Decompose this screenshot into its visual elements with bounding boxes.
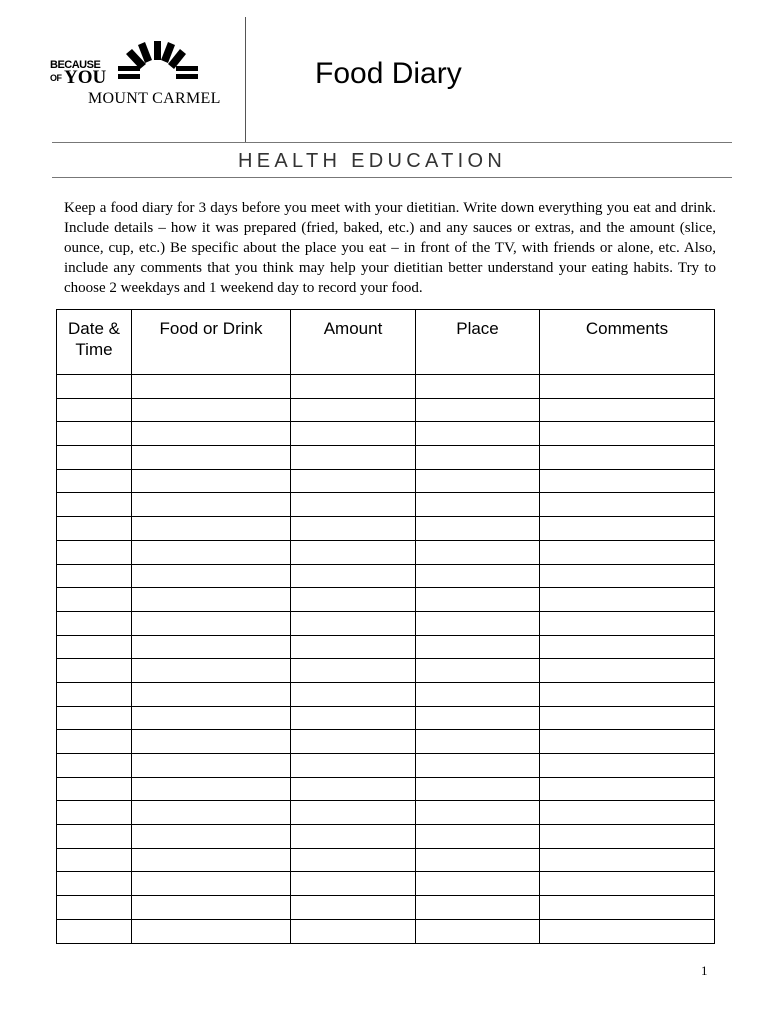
table-cell[interactable] [416, 493, 540, 517]
table-cell[interactable] [57, 422, 132, 446]
table-cell[interactable] [291, 588, 416, 612]
table-cell[interactable] [291, 659, 416, 683]
table-cell[interactable] [57, 375, 132, 399]
table-row [57, 635, 715, 659]
table-cell[interactable] [540, 469, 715, 493]
logo-you-text: YOU [64, 67, 107, 88]
table-cell[interactable] [57, 754, 132, 778]
table-cell[interactable] [291, 611, 416, 635]
table-row [57, 540, 715, 564]
table-row [57, 825, 715, 849]
table-cell[interactable] [291, 848, 416, 872]
table-cell[interactable] [540, 635, 715, 659]
table-cell[interactable] [291, 422, 416, 446]
table-cell[interactable] [540, 540, 715, 564]
table-row [57, 398, 715, 422]
table-cell[interactable] [132, 446, 291, 470]
table-cell[interactable] [291, 446, 416, 470]
table-cell[interactable] [416, 611, 540, 635]
table-cell[interactable] [416, 469, 540, 493]
table-cell[interactable] [57, 635, 132, 659]
table-cell[interactable] [540, 872, 715, 896]
logo-of-text: OF [50, 73, 62, 83]
table-cell[interactable] [540, 706, 715, 730]
table-cell[interactable] [416, 375, 540, 399]
table-cell[interactable] [132, 706, 291, 730]
table-cell[interactable] [57, 588, 132, 612]
table-row [57, 493, 715, 517]
table-row [57, 517, 715, 541]
table-cell[interactable] [132, 659, 291, 683]
table-cell[interactable] [291, 564, 416, 588]
table-cell[interactable] [540, 801, 715, 825]
logo-because-text: BECAUSE [50, 59, 101, 71]
table-row [57, 706, 715, 730]
page-number: 1 [701, 963, 708, 978]
table-row [57, 896, 715, 920]
table-cell[interactable] [540, 375, 715, 399]
table-cell[interactable] [132, 611, 291, 635]
table-cell[interactable] [57, 801, 132, 825]
table-cell[interactable] [132, 469, 291, 493]
table-cell[interactable] [416, 825, 540, 849]
column-header-food-or-drink: Food or Drink [132, 310, 291, 375]
table-cell[interactable] [416, 398, 540, 422]
table-row [57, 754, 715, 778]
table-cell[interactable] [57, 706, 132, 730]
table-cell[interactable] [540, 825, 715, 849]
table-cell[interactable] [57, 848, 132, 872]
table-cell[interactable] [416, 682, 540, 706]
table-cell[interactable] [57, 611, 132, 635]
arch-logo-icon [118, 40, 202, 84]
table-cell[interactable] [291, 919, 416, 943]
table-cell[interactable] [57, 896, 132, 920]
table-cell[interactable] [540, 517, 715, 541]
table-cell[interactable] [291, 375, 416, 399]
table-cell[interactable] [132, 730, 291, 754]
table-cell[interactable] [416, 659, 540, 683]
table-row [57, 872, 715, 896]
table-cell[interactable] [540, 754, 715, 778]
table-cell[interactable] [416, 422, 540, 446]
table-cell[interactable] [57, 398, 132, 422]
table-cell[interactable] [540, 848, 715, 872]
mount-carmel-logo [50, 38, 240, 118]
table-cell[interactable] [57, 493, 132, 517]
table-row [57, 919, 715, 943]
table-row [57, 564, 715, 588]
table-cell[interactable] [132, 919, 291, 943]
section-rule-bottom [52, 177, 732, 178]
table-cell[interactable] [132, 564, 291, 588]
table-row [57, 659, 715, 683]
table-cell[interactable] [291, 730, 416, 754]
table-cell[interactable] [57, 564, 132, 588]
table-cell[interactable] [416, 777, 540, 801]
table-cell[interactable] [291, 896, 416, 920]
table-cell[interactable] [57, 517, 132, 541]
table-cell[interactable] [540, 659, 715, 683]
table-row [57, 777, 715, 801]
table-cell[interactable] [132, 493, 291, 517]
table-row [57, 682, 715, 706]
table-cell[interactable] [132, 848, 291, 872]
table-cell[interactable] [132, 588, 291, 612]
table-header-row [57, 310, 715, 375]
table-cell[interactable] [57, 682, 132, 706]
table-cell[interactable] [416, 848, 540, 872]
table-cell[interactable] [291, 682, 416, 706]
table-row [57, 848, 715, 872]
table-row [57, 469, 715, 493]
table-cell[interactable] [291, 635, 416, 659]
table-cell[interactable] [291, 706, 416, 730]
column-header-amount: Amount [291, 310, 416, 375]
table-cell[interactable] [132, 540, 291, 564]
table-cell[interactable] [57, 659, 132, 683]
table-cell[interactable] [416, 564, 540, 588]
table-cell[interactable] [416, 517, 540, 541]
table-cell[interactable] [540, 588, 715, 612]
table-cell[interactable] [291, 517, 416, 541]
table-cell[interactable] [57, 919, 132, 943]
table-cell[interactable] [57, 825, 132, 849]
table-cell[interactable] [416, 919, 540, 943]
page-title: Food Diary [315, 57, 462, 90]
table-cell[interactable] [540, 919, 715, 943]
table-cell[interactable] [416, 801, 540, 825]
table-cell[interactable] [132, 801, 291, 825]
table-cell[interactable] [291, 825, 416, 849]
table-cell[interactable] [291, 777, 416, 801]
column-header-date-time [57, 310, 132, 375]
table-cell[interactable] [540, 493, 715, 517]
table-body [57, 375, 715, 944]
column-header-place: Place [416, 310, 540, 375]
table-cell[interactable] [291, 754, 416, 778]
table-cell[interactable] [57, 540, 132, 564]
table-row [57, 422, 715, 446]
table-cell[interactable] [57, 446, 132, 470]
table-cell[interactable] [540, 446, 715, 470]
table-cell[interactable] [416, 872, 540, 896]
table-cell[interactable] [540, 422, 715, 446]
table-cell[interactable] [416, 896, 540, 920]
table-row [57, 375, 715, 399]
table-cell[interactable] [416, 730, 540, 754]
table-cell[interactable] [540, 730, 715, 754]
table-cell[interactable] [291, 469, 416, 493]
table-cell[interactable] [132, 896, 291, 920]
table-row [57, 801, 715, 825]
table-cell[interactable] [132, 635, 291, 659]
table-cell[interactable] [132, 777, 291, 801]
table-cell[interactable] [540, 896, 715, 920]
table-cell[interactable] [540, 398, 715, 422]
table-cell[interactable] [132, 825, 291, 849]
table-cell[interactable] [540, 564, 715, 588]
column-header-comments: Comments [540, 310, 715, 375]
table-cell[interactable] [540, 777, 715, 801]
table-cell[interactable] [132, 398, 291, 422]
table-cell[interactable] [132, 872, 291, 896]
table-cell[interactable] [416, 540, 540, 564]
table-cell[interactable] [416, 446, 540, 470]
table-cell[interactable] [132, 375, 291, 399]
logo-org-text: MOUNT CARMEL [88, 90, 221, 107]
table-cell[interactable] [57, 730, 132, 754]
food-diary-table [56, 309, 715, 944]
table-cell[interactable] [132, 682, 291, 706]
table-cell[interactable] [416, 754, 540, 778]
table-cell[interactable] [132, 517, 291, 541]
section-rule-top [52, 142, 732, 143]
table-cell[interactable] [132, 754, 291, 778]
table-cell[interactable] [416, 706, 540, 730]
table-row [57, 446, 715, 470]
section-heading: HEALTH EDUCATION [238, 150, 507, 172]
table-row [57, 611, 715, 635]
table-cell[interactable] [57, 872, 132, 896]
table-cell[interactable] [540, 682, 715, 706]
header-divider-vertical [245, 17, 246, 142]
table-cell[interactable] [57, 777, 132, 801]
table-row [57, 730, 715, 754]
table-cell[interactable] [132, 422, 291, 446]
table-cell[interactable] [291, 872, 416, 896]
table-cell[interactable] [57, 469, 132, 493]
table-cell[interactable] [291, 398, 416, 422]
instructions-paragraph: Keep a food diary for 3 days before you meet with your dietitian. Write down everything you eat and drink. Include details – how it was prepared (fried, baked, etc.) and any sauces or extras, and the amount (slice, ounce, cup, etc.) Be specific about the place you eat – in front of the TV, with friends or alone, etc. Also, include any comments that you think may help your dietitian better understand your eating habits. Try to choose 2 weekdays and 1 weekend day to record your food. [64, 200, 716, 296]
table-cell[interactable] [416, 635, 540, 659]
column-header-label: Date & Time [68, 319, 120, 359]
table-cell[interactable] [291, 540, 416, 564]
table-cell[interactable] [291, 801, 416, 825]
table-cell[interactable] [416, 588, 540, 612]
table-cell[interactable] [540, 611, 715, 635]
table-row [57, 588, 715, 612]
table-cell[interactable] [291, 493, 416, 517]
